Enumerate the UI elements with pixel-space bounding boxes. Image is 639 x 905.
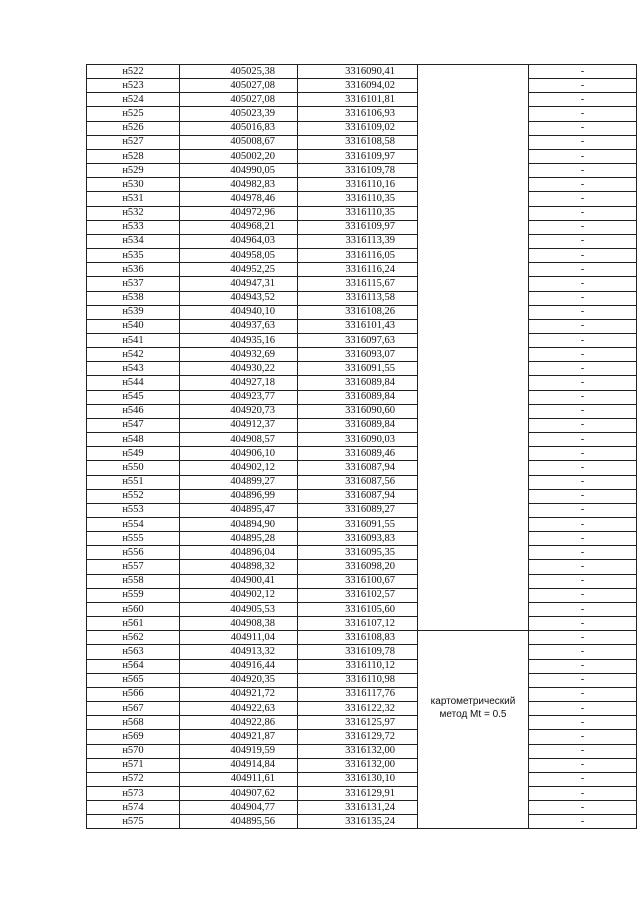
y-coordinate-cell: 3316113,58 (298, 291, 418, 305)
x-coordinate-cell: 404947,31 (180, 277, 298, 291)
table-row (87, 461, 637, 475)
point-name-cell: н563 (87, 645, 180, 659)
note-cell: - (529, 702, 637, 716)
note-cell: - (529, 263, 637, 277)
x-coordinate-cell: 404978,46 (180, 192, 298, 206)
x-coordinate-cell: 404911,04 (180, 631, 298, 645)
x-coordinate-cell: 404902,12 (180, 588, 298, 602)
x-coordinate-cell: 404932,69 (180, 348, 298, 362)
y-coordinate-cell: 3316090,03 (298, 433, 418, 447)
x-coordinate-cell: 404895,47 (180, 503, 298, 517)
point-name-cell: н523 (87, 79, 180, 93)
y-coordinate-cell: 3316108,26 (298, 305, 418, 319)
table-row (87, 234, 637, 248)
point-name-cell: н570 (87, 744, 180, 758)
y-coordinate-cell: 3316089,84 (298, 376, 418, 390)
table-row (87, 192, 637, 206)
table-row (87, 79, 637, 93)
y-coordinate-cell: 3316093,07 (298, 348, 418, 362)
x-coordinate-cell: 404952,25 (180, 263, 298, 277)
point-name-cell: н556 (87, 546, 180, 560)
note-cell: - (529, 319, 637, 333)
point-name-cell: н531 (87, 192, 180, 206)
x-coordinate-cell: 404921,87 (180, 730, 298, 744)
y-coordinate-cell: 3316094,02 (298, 79, 418, 93)
point-name-cell: н548 (87, 433, 180, 447)
note-cell: - (529, 687, 637, 701)
x-coordinate-cell: 404907,62 (180, 786, 298, 800)
y-coordinate-cell: 3316109,02 (298, 121, 418, 135)
point-name-cell: н530 (87, 178, 180, 192)
table-row (87, 149, 637, 163)
table-row (87, 815, 637, 829)
y-coordinate-cell: 3316101,81 (298, 93, 418, 107)
note-cell: - (529, 588, 637, 602)
x-coordinate-cell: 405027,08 (180, 79, 298, 93)
point-name-cell: н524 (87, 93, 180, 107)
y-coordinate-cell: 3316091,55 (298, 518, 418, 532)
y-coordinate-cell: 3316109,97 (298, 149, 418, 163)
note-cell: - (529, 716, 637, 730)
point-name-cell: н573 (87, 786, 180, 800)
y-coordinate-cell: 3316113,39 (298, 234, 418, 248)
point-name-cell: н571 (87, 758, 180, 772)
point-name-cell: н525 (87, 107, 180, 121)
note-cell: - (529, 645, 637, 659)
note-cell: - (529, 744, 637, 758)
coordinates-table (86, 64, 637, 829)
method-line: метод Mt = 0.5 (439, 709, 507, 721)
point-name-cell: н547 (87, 418, 180, 432)
note-cell: - (529, 277, 637, 291)
note-cell: - (529, 433, 637, 447)
x-coordinate-cell: 404919,59 (180, 744, 298, 758)
x-coordinate-cell: 404896,99 (180, 489, 298, 503)
point-name-cell: н561 (87, 617, 180, 631)
x-coordinate-cell: 405027,08 (180, 93, 298, 107)
y-coordinate-cell: 3316125,97 (298, 716, 418, 730)
y-coordinate-cell: 3316110,16 (298, 178, 418, 192)
point-name-cell: н575 (87, 815, 180, 829)
x-coordinate-cell: 404940,10 (180, 305, 298, 319)
method-text (418, 631, 528, 721)
x-coordinate-cell: 404894,90 (180, 518, 298, 532)
note-cell: - (529, 758, 637, 772)
point-name-cell: н564 (87, 659, 180, 673)
point-name-cell: н554 (87, 518, 180, 532)
table-row (87, 319, 637, 333)
point-name-cell: н559 (87, 588, 180, 602)
y-coordinate-cell: 3316129,91 (298, 786, 418, 800)
x-coordinate-cell: 404896,04 (180, 546, 298, 560)
x-coordinate-cell: 404982,83 (180, 178, 298, 192)
table-row (87, 164, 637, 178)
y-coordinate-cell: 3316100,67 (298, 574, 418, 588)
note-cell: - (529, 121, 637, 135)
note-cell: - (529, 489, 637, 503)
y-coordinate-cell: 3316117,76 (298, 687, 418, 701)
x-coordinate-cell: 405008,67 (180, 135, 298, 149)
y-coordinate-cell: 3316087,56 (298, 475, 418, 489)
y-coordinate-cell: 3316110,98 (298, 673, 418, 687)
table-row (87, 178, 637, 192)
y-coordinate-cell: 3316135,24 (298, 815, 418, 829)
point-name-cell: н545 (87, 390, 180, 404)
x-coordinate-cell: 404935,16 (180, 333, 298, 347)
x-coordinate-cell: 404900,41 (180, 574, 298, 588)
point-name-cell: н565 (87, 673, 180, 687)
note-cell: - (529, 65, 637, 79)
point-name-cell: н532 (87, 206, 180, 220)
table-row (87, 305, 637, 319)
y-coordinate-cell: 3316089,46 (298, 447, 418, 461)
x-coordinate-cell: 405025,38 (180, 65, 298, 79)
point-name-cell: н536 (87, 263, 180, 277)
table-row (87, 433, 637, 447)
point-name-cell: н569 (87, 730, 180, 744)
x-coordinate-cell: 405023,39 (180, 107, 298, 121)
y-coordinate-cell: 3316105,60 (298, 602, 418, 616)
x-coordinate-cell: 404930,22 (180, 362, 298, 376)
table-row (87, 249, 637, 263)
table-row (87, 560, 637, 574)
note-cell: - (529, 631, 637, 645)
note-cell: - (529, 348, 637, 362)
y-coordinate-cell: 3316098,20 (298, 560, 418, 574)
note-cell: - (529, 192, 637, 206)
note-cell: - (529, 178, 637, 192)
table-row (87, 447, 637, 461)
y-coordinate-cell: 3316090,60 (298, 404, 418, 418)
table-row (87, 574, 637, 588)
x-coordinate-cell: 404920,35 (180, 673, 298, 687)
x-coordinate-cell: 404920,73 (180, 404, 298, 418)
x-coordinate-cell: 404927,18 (180, 376, 298, 390)
table-row (87, 673, 637, 687)
table-row (87, 518, 637, 532)
note-cell: - (529, 149, 637, 163)
table-row (87, 135, 637, 149)
x-coordinate-cell: 404964,03 (180, 234, 298, 248)
x-coordinate-cell: 404921,72 (180, 687, 298, 701)
point-name-cell: н555 (87, 532, 180, 546)
x-coordinate-cell: 404895,28 (180, 532, 298, 546)
y-coordinate-cell: 3316087,94 (298, 461, 418, 475)
note-cell: - (529, 574, 637, 588)
table-row (87, 404, 637, 418)
point-name-cell: н558 (87, 574, 180, 588)
table-row (87, 206, 637, 220)
coordinates-table-body (87, 65, 637, 829)
table-row (87, 786, 637, 800)
method-text (418, 65, 528, 129)
table-row (87, 65, 637, 79)
y-coordinate-cell: 3316095,35 (298, 546, 418, 560)
table-row (87, 801, 637, 815)
y-coordinate-cell: 3316110,35 (298, 192, 418, 206)
table-row (87, 631, 637, 645)
note-cell: - (529, 206, 637, 220)
point-name-cell: н526 (87, 121, 180, 135)
table-row (87, 744, 637, 758)
note-cell: - (529, 461, 637, 475)
note-cell: - (529, 333, 637, 347)
table-row (87, 291, 637, 305)
table-row (87, 687, 637, 701)
table-row (87, 93, 637, 107)
note-cell: - (529, 362, 637, 376)
table-row (87, 617, 637, 631)
y-coordinate-cell: 3316093,83 (298, 532, 418, 546)
y-coordinate-cell: 3316109,78 (298, 645, 418, 659)
x-coordinate-cell: 404898,32 (180, 560, 298, 574)
table-row (87, 702, 637, 716)
table-row (87, 503, 637, 517)
x-coordinate-cell: 404912,37 (180, 418, 298, 432)
table-row (87, 730, 637, 744)
point-name-cell: н557 (87, 560, 180, 574)
point-name-cell: н542 (87, 348, 180, 362)
note-cell: - (529, 801, 637, 815)
table-row (87, 263, 637, 277)
point-name-cell: н566 (87, 687, 180, 701)
y-coordinate-cell: 3316108,83 (298, 631, 418, 645)
point-name-cell: н550 (87, 461, 180, 475)
note-cell: - (529, 532, 637, 546)
note-cell: - (529, 164, 637, 178)
point-name-cell: н540 (87, 319, 180, 333)
note-cell: - (529, 418, 637, 432)
x-coordinate-cell: 404913,32 (180, 645, 298, 659)
note-cell: - (529, 249, 637, 263)
y-coordinate-cell: 3316090,41 (298, 65, 418, 79)
note-cell: - (529, 135, 637, 149)
note-cell: - (529, 518, 637, 532)
table-row (87, 121, 637, 135)
x-coordinate-cell: 404968,21 (180, 220, 298, 234)
point-name-cell: н535 (87, 249, 180, 263)
point-name-cell: н528 (87, 149, 180, 163)
table-row (87, 659, 637, 673)
table-row (87, 645, 637, 659)
note-cell: - (529, 376, 637, 390)
y-coordinate-cell: 3316107,12 (298, 617, 418, 631)
point-name-cell: н538 (87, 291, 180, 305)
point-name-cell: н572 (87, 772, 180, 786)
note-cell: - (529, 79, 637, 93)
y-coordinate-cell: 3316132,00 (298, 744, 418, 758)
table-row (87, 546, 637, 560)
x-coordinate-cell: 404895,56 (180, 815, 298, 829)
point-name-cell: н539 (87, 305, 180, 319)
table-row (87, 772, 637, 786)
x-coordinate-cell: 404916,44 (180, 659, 298, 673)
table-row (87, 107, 637, 121)
method-cell (418, 631, 529, 829)
y-coordinate-cell: 3316132,00 (298, 758, 418, 772)
y-coordinate-cell: 3316131,24 (298, 801, 418, 815)
point-name-cell: н522 (87, 65, 180, 79)
point-name-cell: н537 (87, 277, 180, 291)
table-row (87, 602, 637, 616)
x-coordinate-cell: 404908,57 (180, 433, 298, 447)
table-row (87, 348, 637, 362)
y-coordinate-cell: 3316087,94 (298, 489, 418, 503)
y-coordinate-cell: 3316129,72 (298, 730, 418, 744)
x-coordinate-cell: 404923,77 (180, 390, 298, 404)
x-coordinate-cell: 404899,27 (180, 475, 298, 489)
y-coordinate-cell: 3316110,12 (298, 659, 418, 673)
x-coordinate-cell: 404958,05 (180, 249, 298, 263)
note-cell: - (529, 305, 637, 319)
point-name-cell: н567 (87, 702, 180, 716)
note-cell: - (529, 390, 637, 404)
x-coordinate-cell: 404937,63 (180, 319, 298, 333)
x-coordinate-cell: 404990,05 (180, 164, 298, 178)
y-coordinate-cell: 3316109,78 (298, 164, 418, 178)
x-coordinate-cell: 404922,86 (180, 716, 298, 730)
y-coordinate-cell: 3316109,97 (298, 220, 418, 234)
x-coordinate-cell: 405002,20 (180, 149, 298, 163)
note-cell: - (529, 107, 637, 121)
table-row (87, 376, 637, 390)
table-row (87, 277, 637, 291)
y-coordinate-cell: 3316101,43 (298, 319, 418, 333)
note-cell: - (529, 815, 637, 829)
note-cell: - (529, 220, 637, 234)
y-coordinate-cell: 3316115,67 (298, 277, 418, 291)
x-coordinate-cell: 405016,83 (180, 121, 298, 135)
y-coordinate-cell: 3316089,84 (298, 418, 418, 432)
x-coordinate-cell: 404905,53 (180, 602, 298, 616)
table-row (87, 716, 637, 730)
method-cell (418, 65, 529, 631)
y-coordinate-cell: 3316102,57 (298, 588, 418, 602)
point-name-cell: н546 (87, 404, 180, 418)
note-cell: - (529, 546, 637, 560)
note-cell: - (529, 673, 637, 687)
table-row (87, 475, 637, 489)
point-name-cell: н562 (87, 631, 180, 645)
point-name-cell: н551 (87, 475, 180, 489)
x-coordinate-cell: 404943,52 (180, 291, 298, 305)
x-coordinate-cell: 404904,77 (180, 801, 298, 815)
x-coordinate-cell: 404911,61 (180, 772, 298, 786)
note-cell: - (529, 617, 637, 631)
point-name-cell: н549 (87, 447, 180, 461)
y-coordinate-cell: 3316097,63 (298, 333, 418, 347)
point-name-cell: н541 (87, 333, 180, 347)
y-coordinate-cell: 3316089,84 (298, 390, 418, 404)
point-name-cell: н534 (87, 234, 180, 248)
y-coordinate-cell: 3316089,27 (298, 503, 418, 517)
y-coordinate-cell: 3316122,32 (298, 702, 418, 716)
table-row (87, 362, 637, 376)
method-line: картометрический (430, 696, 516, 708)
point-name-cell: н529 (87, 164, 180, 178)
table-row (87, 220, 637, 234)
y-coordinate-cell: 3316130,10 (298, 772, 418, 786)
note-cell: - (529, 730, 637, 744)
x-coordinate-cell: 404914,84 (180, 758, 298, 772)
note-cell: - (529, 475, 637, 489)
x-coordinate-cell: 404908,38 (180, 617, 298, 631)
point-name-cell: н553 (87, 503, 180, 517)
note-cell: - (529, 602, 637, 616)
point-name-cell: н560 (87, 602, 180, 616)
point-name-cell: н544 (87, 376, 180, 390)
table-row (87, 489, 637, 503)
note-cell: - (529, 560, 637, 574)
x-coordinate-cell: 404972,96 (180, 206, 298, 220)
note-cell: - (529, 291, 637, 305)
y-coordinate-cell: 3316091,55 (298, 362, 418, 376)
point-name-cell: н552 (87, 489, 180, 503)
note-cell: - (529, 93, 637, 107)
y-coordinate-cell: 3316110,35 (298, 206, 418, 220)
note-cell: - (529, 772, 637, 786)
x-coordinate-cell: 404906,10 (180, 447, 298, 461)
x-coordinate-cell: 404922,63 (180, 702, 298, 716)
table-row (87, 588, 637, 602)
y-coordinate-cell: 3316116,24 (298, 263, 418, 277)
y-coordinate-cell: 3316108,58 (298, 135, 418, 149)
note-cell: - (529, 786, 637, 800)
x-coordinate-cell: 404902,12 (180, 461, 298, 475)
table-row (87, 333, 637, 347)
point-name-cell: н568 (87, 716, 180, 730)
note-cell: - (529, 503, 637, 517)
table-row (87, 532, 637, 546)
note-cell: - (529, 447, 637, 461)
table-row (87, 390, 637, 404)
point-name-cell: н533 (87, 220, 180, 234)
y-coordinate-cell: 3316116,05 (298, 249, 418, 263)
point-name-cell: н574 (87, 801, 180, 815)
note-cell: - (529, 404, 637, 418)
table-row (87, 418, 637, 432)
table-row (87, 758, 637, 772)
point-name-cell: н543 (87, 362, 180, 376)
point-name-cell: н527 (87, 135, 180, 149)
y-coordinate-cell: 3316106,93 (298, 107, 418, 121)
note-cell: - (529, 234, 637, 248)
note-cell: - (529, 659, 637, 673)
